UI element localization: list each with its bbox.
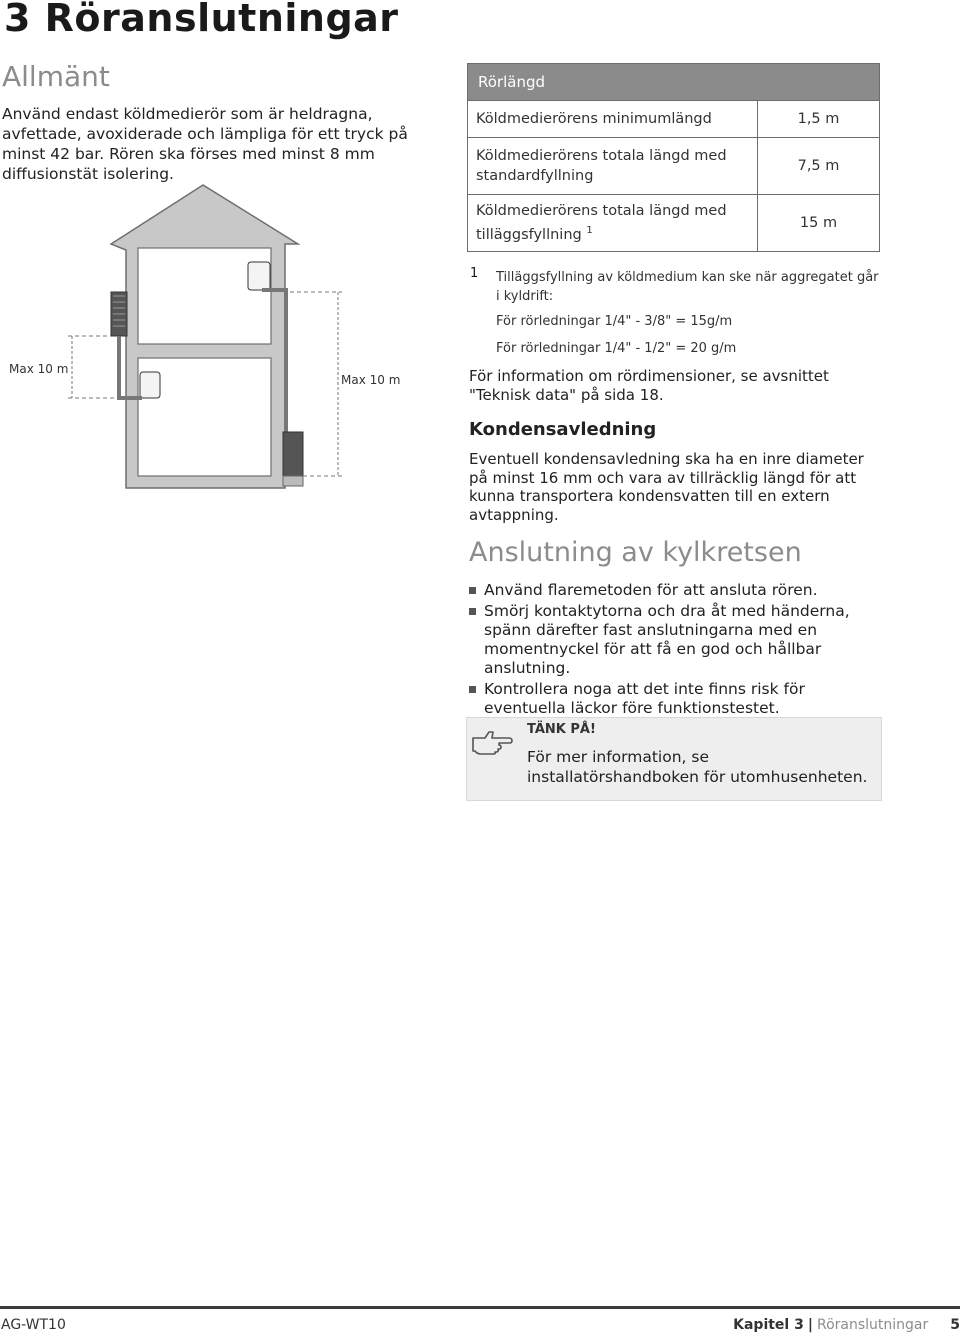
footer-separator: |: [807, 1317, 813, 1333]
table-cell-value: 1,5 m: [758, 101, 880, 138]
section-heading-anslutning: Anslutning av kylkretsen: [469, 537, 802, 568]
list-item: [469, 581, 889, 600]
table-cell-label: Köldmedierörens totala längd med standardfyllning: [468, 138, 758, 195]
pointing-hand-icon: [471, 726, 513, 756]
info-paragraph: För information om rördimensioner, se avsnittet "Teknisk data" på sida 18.: [469, 367, 829, 404]
footer-chapter-label: Kapitel 3: [733, 1317, 804, 1333]
list-item-text: Använd flaremetoden för att ansluta rören.: [484, 581, 818, 599]
table-row: [468, 195, 880, 252]
intro-paragraph: Använd endast köldmedierör som är heldragna, avfettade, avoxiderade och lämpliga för ett tryck på minst 42 bar. Rören ska förses med minst 8 mm diffusionstät isolering.: [2, 105, 408, 183]
dimension-label-right: Max 10 m: [341, 373, 401, 387]
page-number: 5: [950, 1317, 960, 1333]
list-item-text: Kontrollera noga att det inte finns risk för eventuella läckor före funktionstestet.: [484, 680, 805, 717]
outdoor-unit-ground: [283, 432, 303, 486]
footer-model: AG-WT10: [1, 1317, 66, 1333]
footer-chapter-name: Röranslutningar: [816, 1317, 929, 1333]
list-item: [469, 680, 889, 718]
table-cell-label-text: Köldmedierörens totala längd med tilläggsfyllning: [476, 203, 727, 243]
bullet-square-icon: [469, 686, 476, 693]
footnote-ref: 1: [586, 225, 593, 237]
footnote-text: Tilläggsfyllning av köldmedium kan ske när aggregatet går i kyldrift:: [496, 270, 879, 304]
indoor-unit-upper: [248, 262, 270, 290]
footnote-line-2: För rörledningar 1/4" - 1/2" = 20 g/m: [496, 341, 737, 356]
section-heading-kondensavledning: Kondensavledning: [469, 419, 657, 440]
table-cell-label: Köldmedierörens minimumlängd: [468, 101, 758, 138]
note-title: TÄNK PÅ!: [527, 722, 596, 737]
pipe-length-table: [467, 63, 880, 252]
house-installation-diagram: [0, 180, 460, 500]
table-row: [468, 138, 880, 195]
footer-chapter: [733, 1317, 960, 1333]
note-text: För mer information, se installatörshandboken för utomhusenheten.: [527, 748, 868, 786]
indoor-unit-lower: [140, 372, 160, 398]
kondens-paragraph: Eventuell kondensavledning ska ha en inre diameter på minst 16 mm och vara av tillräcklig längd för att kunna transportera kondensvatten till en extern avtappning.: [469, 450, 864, 524]
footnote-line-1: För rörledningar 1/4" - 3/8" = 15g/m: [496, 314, 733, 329]
table-cell-value: 15 m: [758, 195, 880, 252]
list-item-text: Smörj kontaktytorna och dra åt med händerna, spänn därefter fast anslutningarna med en momentnyckel för att få en god och hållbar anslutning.: [484, 602, 850, 677]
bullet-square-icon: [469, 608, 476, 615]
dimension-label-left: Max 10 m: [9, 362, 69, 376]
instruction-list: [469, 581, 889, 720]
table-row: [468, 101, 880, 138]
footnote-mark: 1: [470, 266, 479, 281]
table-cell-label: [468, 195, 758, 252]
table-cell-value: 7,5 m: [758, 138, 880, 195]
section-heading-allmant: Allmänt: [2, 60, 110, 93]
footer-rule: [0, 1306, 960, 1309]
chapter-title: 3 Röranslutningar: [4, 0, 399, 40]
table-header: Rörlängd: [468, 64, 880, 101]
list-item: [469, 602, 889, 678]
bullet-square-icon: [469, 587, 476, 594]
outdoor-unit-upper: [111, 292, 127, 336]
